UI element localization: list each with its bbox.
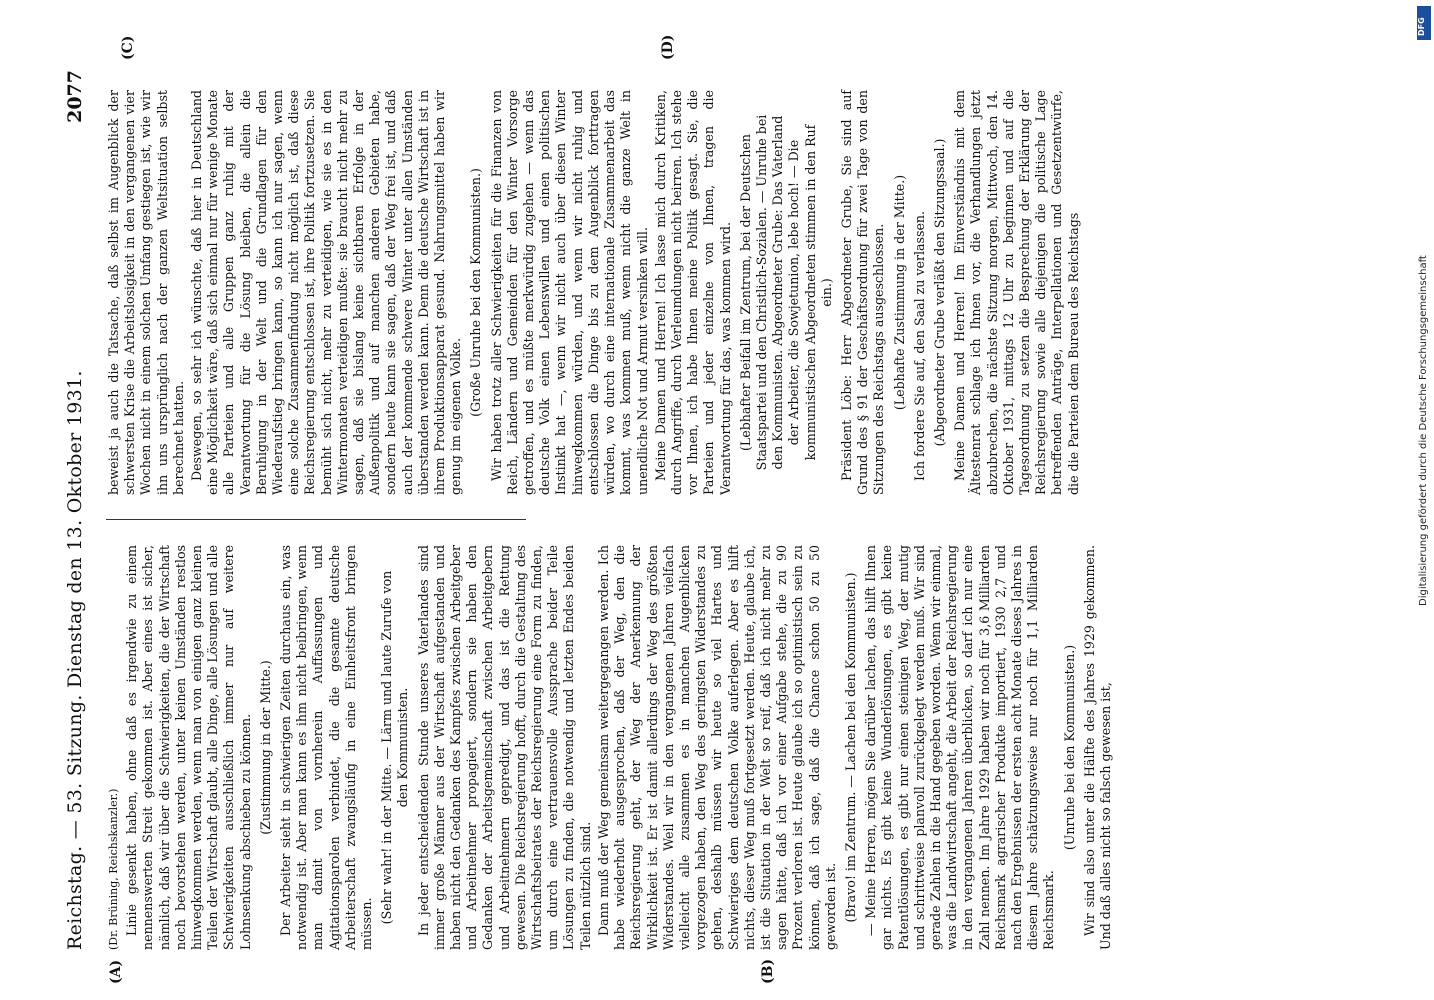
paragraph: Deswegen, so sehr ich wünschte, daß hier in Deutschland eine Möglichkeit wäre, daß sich einmal nur für wenige Monate alle Parteien und alle Gruppen ganz ruhig mit der Verantwortung für die Lösung bleiben, die allein die Beruhigung in der Welt und die Grundlagen für den Wiederaufstieg bringen kann, so kann ich nur sagen, wenn eine solche Zusammenfindung nicht möglich ist, daß diese Reichsregierung entschlossen ist, ihre Politik fortzusetzen. Sie bemüht sich nicht, mehr zu verteidigen, wie sie es in den Wintermonaten verteidigen mußte: sie braucht nicht mehr zu sagen, daß sie bislang keine sichtbaren Erfolge in der Außenpolitik und auf manchen anderen Gebieten habe, sondern heute kann sie sagen, daß der Weg frei ist, und daß auch der kommende schwere Winter unter allen Umständen überstanden werden kann. Denn die deutsche Wirtschaft ist in ihrem Produktionsapparat gesund. Nahrungsmittel haben wir genug im eigenen Volke. — [189, 90, 464, 495]
paragraph: Der Arbeiter sieht in schwierigen Zeiten durchaus ein, was notwendig ist. Aber man kann es ihm nicht beibringen, wenn man damit von vornherein Auffassungen und Agitationsparolen verbindet, die die gesamte deutsche Arbeiterschaft zwangsläufig in eine Einheitsfront bringen müssen. — [278, 545, 375, 950]
running-header — [60, 70, 94, 950]
paragraph: beweist ja auch die Tatsache, daß selbst im Augenblick der schwersten Krise die Arbeitslosigkeit in den vergangenen vier Wochen nicht in einem solchen Umfang gestiegen ist, wie wir ihn uns ursprünglich nach der ganzen Weltsituation selbst berechnet hatten. — [106, 90, 186, 495]
interjection: (Sehr wahr! in der Mitte. — Lärm und laute Zurufe von den Kommunisten. — [379, 570, 411, 925]
margin-marker-b: (B) — [760, 958, 776, 984]
credit-text: Digitalisierung gefördert durch die Deutsche Forschungsgemeinschaft — [1418, 255, 1429, 606]
paragraph: Linie gesenkt haben, ohne daß es irgendwie zu einem nennenswerten Streit gekommen ist. Aber eines ist sicher, nämlich, daß wir über die Schwierigkeiten, die der Wirtschaft noch bevorstehen werden, unter keinen Umständen restlos hinwegkommen werden, wenn man von einigen ganz kleinen Teilen der Wirtschaft glaubt, alle Dinge, alle Lösungen und alle Schwierigkeiten ausschließlich immer nur auf weitere Lohnsenkung abschieben zu können. — [124, 545, 253, 950]
interjection: (Zustimmung in der Mitte.) — [257, 660, 273, 835]
paragraph: Präsident Löbe: Herr Abgeordneter Grube, Sie sind auf Grund des § 91 der Geschäftsordnung für zwei Tage von den Sitzungen des Reichstags ausgeschlossen. — [838, 90, 887, 495]
interjection: (Abgeordneter Grube verläßt den Sitzungssaal.) — [931, 138, 947, 447]
column-divider — [106, 519, 526, 520]
paragraph: Meine Damen und Herren! Im Einverständnis mit dem Ältestenrat schlage ich Ihnen vor, die Verhandlungen jetzt abzubrechen, die nächste Sitzung morgen, Mittwoch, den 14. Oktober 1931, mittags 12 Uhr zu beginnen und auf die Tagesordnung zu setzen die Besprechung der Erklärung der Reichsregierung sowie alle diejenigen die politische Lage betreffenden Anträge, Interpellationen und Gesetzentwürfe, die die Parteien dem Bureau des Reichstags — [952, 90, 1081, 495]
paragraph: Wir haben trotz aller Schwierigkeiten für die Finanzen von Reich, Ländern und Gemeinden für den Winter Vorsorge getroffen, und es müßte merkwürdig zugehen — wenn das deutsche Volk einen Lebenswillen und einen politischen Instinkt hat —, wenn wir nicht auch über diesen Winter hinwegkommen würden, und wenn wir nicht ruhig und entschlossen die Dinge bis zu dem Augenblick forttragen würden, wo durch eine internationale Zusammenarbeit das kommt, was kommen muß, wenn nicht die ganze Welt in unendliche Not und Armut versinken will. — [488, 90, 650, 495]
header-title: Reichstag. — 53. Sitzung. Dienstag den 13. Oktober 1931. — [64, 370, 86, 950]
paragraph: — Meine Herren, mögen Sie darüber lachen, das hilft Ihnen gar nichts. Es gibt keine Wunderlösungen, es gibt keine Patentlösungen, es gibt nur einen steinigen Weg, der mutig und schrittweise planvoll zurückgelegt werden muß. Wir sind gerade Zahlen in die Hand gegeben worden. Wenn wir einmal, was die Landwirtschaft angeht, die Arbeit der Reichsregierung in den vergangenen Jahren überblicken, so darf ich nur eine Zahl nennen. Im Jahre 1929 haben wir noch für 3,6 Milliarden Reichsmark agrarischer Produkte importiert, 1930 2,7 und nach den Ergebnissen der ersten acht Monate dieses Jahres in diesem Jahre schätzungsweise nur noch für 1,1 Milliarden Reichsmark. — [863, 545, 1057, 950]
right-column — [106, 90, 1084, 495]
speaker-line: (Dr. Brüning, Reichskanzler.) — [107, 788, 120, 950]
interjection: (Lebhafter Beifall im Zentrum, bei der Deutschen Staatspartei und den Christlich-Sozialen. — Unruhe bei den Kommunisten. Abgeordneter Grube: Das Vaterland der Arbeiter, die Sowjetunion, lebe hoch! — Die kommunistischen Abgeordneten stimmen in den Ruf ein.) — [737, 114, 834, 471]
paragraph: Ich fordere Sie auf, den Saal zu verlassen. — [911, 210, 927, 481]
margin-marker-d: (D) — [660, 34, 676, 60]
interjection: (Große Unruhe bei den Kommunisten.) — [468, 168, 484, 417]
paragraph: Meine Damen und Herren! Ich lasse mich durch Kritiken, durch Angriffe, durch Verleumdungen nicht beirren. Ich stehe vor Ihnen, ich habe Ihnen meine Politik gesagt. Sie, die Parteien und jeder einzelne von Ihnen, tragen die Verantwortung für das, was kommen wird. — [652, 90, 733, 495]
paragraph: Wir sind also unter die Hälfte des Jahres 1929 gekommen. Und daß alles nicht so falsch gewesen ist, — [1081, 545, 1113, 950]
margin-marker-c: (C) — [120, 35, 136, 60]
interjection: (Bravo! im Zentrum. — Lachen bei den Kommunisten.) — [842, 572, 858, 923]
interjection: (Lebhafte Zustimmung in der Mitte.) — [891, 174, 907, 411]
paragraph: In jeder entscheidenden Stunde unseres Vaterlandes sind immer große Männer aus der Wirtschaft aufgestanden und haben nicht den Gedanken des Kampfes zwischen Arbeitgeber und Arbeitnehmer propagiert, sondern sie haben den Gedanken der Arbeitsgemeinschaft zwischen Arbeitgebern und Arbeitnehmern gepredigt, und das ist die Rettung gewesen. Die Reichsregierung hofft, durch die Gestaltung des Wirtschaftsbeirates der Reichsregierung eine Form zu finden, um durch eine vertrauensvolle Aussprache beider Teile Lösungen zu finden, die notwendig und letzten Endes beiden Teilen nützlich sind. — [415, 545, 593, 950]
rotated-print-sheet — [60, 34, 1400, 984]
paragraph: Dann muß der Weg gemeinsam weitergegangen werden. Ich habe wiederholt ausgesprochen, daß der Weg, den die Reichsregierung geht, der Weg der Anerkennung der Wirklichkeit ist. Er ist damit allerdings der Weg des größten Widerstandes. Weil wir in den vergangenen Jahren vielfach vielleicht alle zusammen es in manchen Augenblicken vorgezogen haben, den Weg des geringsten Widerstandes zu gehen, deshalb müssen wir heute so viel Hartes und Schwieriges dem deutschen Volke auferlegen. Aber es hilft nichts, dieser Weg muß fortgesetzt werden. Heute, glaube ich, ist die Situation in der Welt so reif, daß ich nicht mehr zu sagen hätte, daß ich vor einer Aufgabe stehe, die zu 90 Prozent verloren ist. Heute glaube ich so optimistisch sein zu können, daß ich sage, daß die Chance schon 50 zu 50 geworden ist. — [595, 545, 838, 950]
left-column — [106, 545, 1116, 950]
margin-marker-a: (A) — [108, 959, 124, 984]
page-number: 2077 — [64, 70, 86, 123]
dfg-logo: DFG — [1417, 6, 1431, 40]
interjection: (Unruhe bei den Kommunisten.) — [1061, 644, 1077, 851]
digitization-credit — [1418, 6, 1430, 606]
